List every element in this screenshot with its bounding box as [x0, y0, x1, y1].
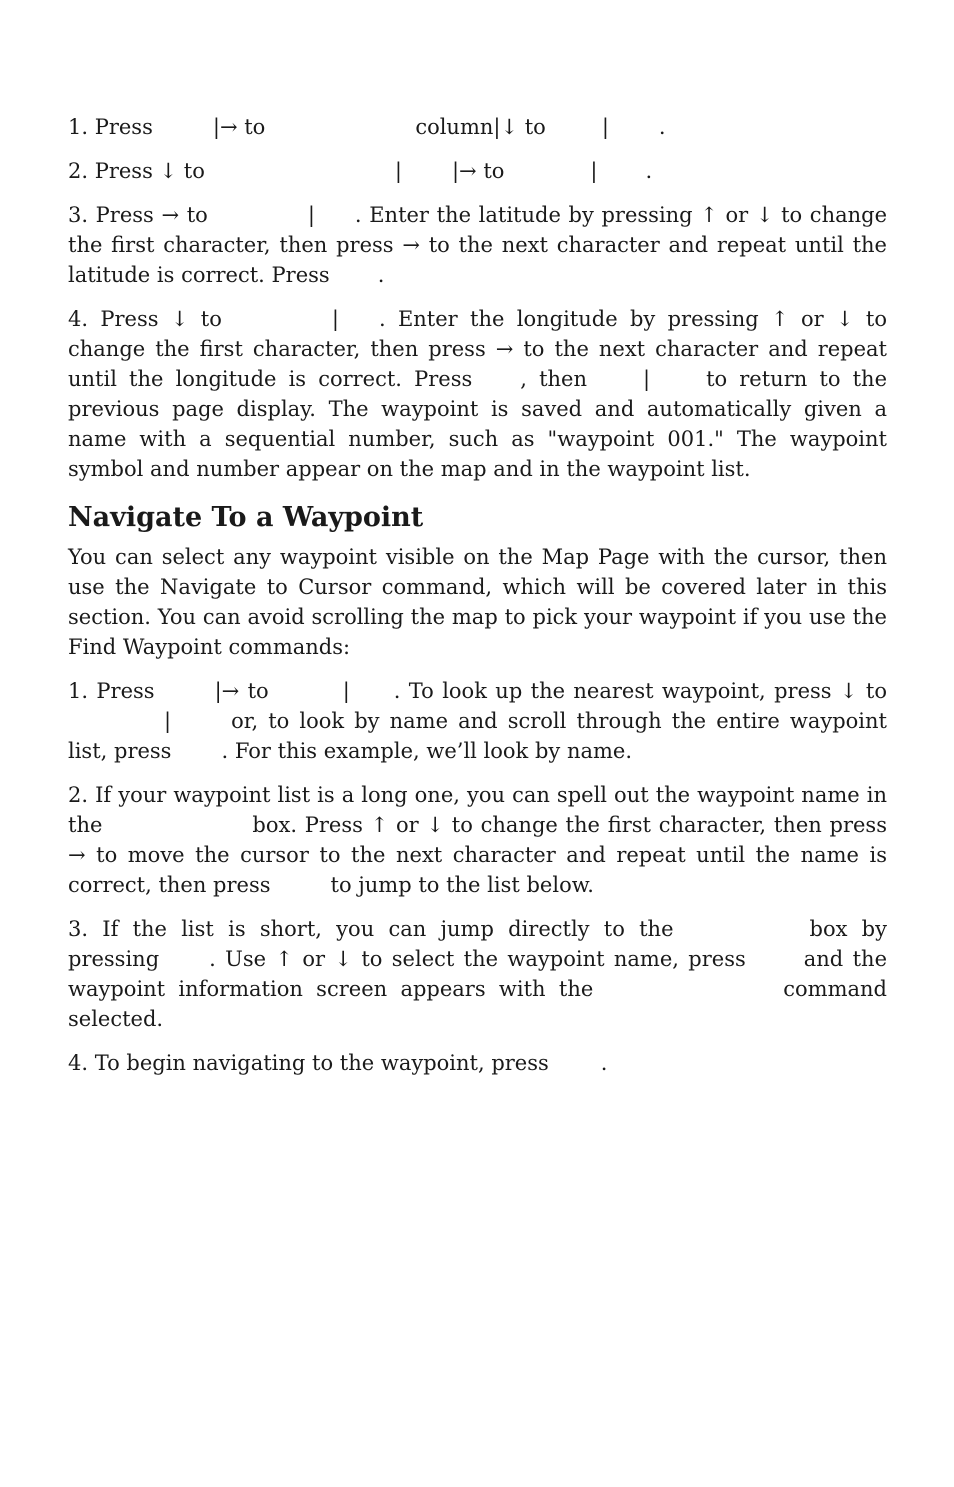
step-text: |→ to [451, 159, 505, 183]
step-a-2 [68, 156, 887, 186]
step-a-1 [68, 112, 887, 142]
step-text: 1. Press [68, 115, 153, 139]
step-text: 2. Press ↓ to [68, 159, 205, 183]
step-text: | [642, 367, 651, 391]
step-text: and the waypoint information screen appears with the [68, 947, 887, 1001]
step-text: . [645, 159, 653, 183]
step-b-4 [68, 1048, 887, 1078]
step-text: to jump to the list below. [330, 873, 594, 897]
document-page [68, 112, 887, 1092]
step-text: | [164, 709, 172, 733]
step-text: 3. Press → to [68, 203, 208, 227]
step-b-2 [68, 780, 887, 900]
step-text: 2. If your waypoint list is a long one, you can spell out the waypoint name in the [68, 783, 887, 837]
step-text: box by pressing [68, 917, 887, 971]
step-text: 3. If the list is short, you can jump directly to the [68, 917, 674, 941]
step-text: . [377, 263, 385, 287]
step-text: to return to the previous page display. The waypoint is saved and automatically given a name with a sequential number, such as "waypoint 001." The waypoint symbol and number appear on the map and in the waypoint list. [68, 367, 887, 481]
step-text: . [658, 115, 666, 139]
step-a-4 [68, 304, 887, 484]
step-text: 1. Press [68, 679, 155, 703]
step-text: . Enter the latitude by pressing ↑ or ↓ to change the first character, then press → to the next character and repeat until the latitude is correct. Press [68, 203, 888, 287]
step-text: . To look up the nearest waypoint, press ↓ to [393, 679, 887, 703]
step-text: | [331, 307, 339, 331]
step-b-3 [68, 914, 887, 1034]
step-text: column|↓ to [415, 115, 546, 139]
step-text: | [601, 115, 609, 139]
step-text: 4. To begin navigating to the waypoint, press [68, 1051, 549, 1075]
step-text: . For this example, we’ll look by name. [221, 739, 633, 763]
section-heading: Navigate To a Waypoint [68, 502, 424, 533]
step-text: | [590, 159, 598, 183]
step-text: . Enter the longitude by pressing ↑ or ↓ to change the first character, then press → to the next character and repeat until the longitude is correct. Press [68, 307, 887, 391]
step-text: |→ to [212, 115, 266, 139]
step-text: 4. Press ↓ to [68, 307, 222, 331]
step-text: box. Press ↑ or ↓ to change the first character, then press → to move the cursor to the next character and repeat until the name is correct, then press [68, 813, 887, 897]
step-text: or, to look by name and scroll through the entire waypoint list, press [68, 709, 887, 763]
step-text: , then [520, 367, 587, 391]
section-intro: You can select any waypoint visible on the Map Page with the cursor, then use the Navigate to Cursor command, which will be covered later in this section. You can avoid scrolling the map to pick your waypoint if you use the Find Waypoint commands: [68, 545, 887, 659]
step-text: | [342, 679, 350, 703]
step-text: . Use ↑ or ↓ to select the waypoint name, press [209, 947, 746, 971]
step-text: | [394, 159, 402, 183]
step-text: | [307, 203, 315, 227]
step-a-3 [68, 200, 887, 290]
step-text: command selected. [68, 977, 887, 1031]
step-text: . [600, 1051, 608, 1075]
step-b-1 [68, 676, 887, 766]
step-text: |→ to [214, 679, 269, 703]
